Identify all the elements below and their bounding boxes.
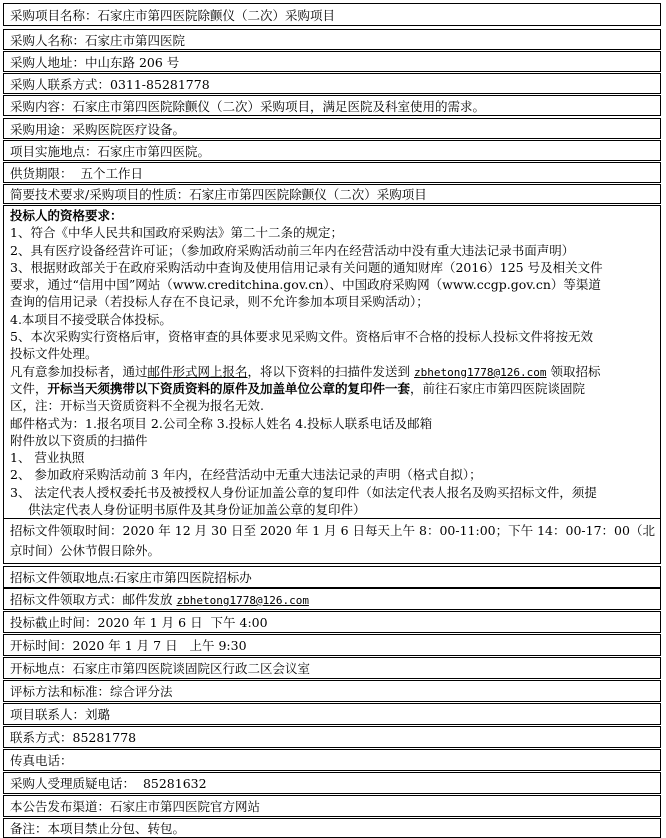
qual-item-5-cont: 投标文件处理。: [10, 346, 98, 362]
opening-time: 开标时间：2020 年 1 月 7 日 上午 9:30: [10, 638, 247, 653]
collection-period: 招标文件领取时间：2020 年 12 月 30 日至 2020 年 1 月 6 日每天上午 8：00-11:00；下午 14：00-17：00（北: [10, 523, 655, 538]
purchaser-name: 采购人名称：石家庄市第四医院: [10, 33, 186, 48]
contact-person: 项目联系人：刘璐: [10, 707, 111, 722]
registration-text-5: ，前往石家庄市第四医院谈固院: [410, 380, 586, 396]
collection-email-link[interactable]: zbhetong1778@126.com: [176, 594, 309, 607]
collection-method-label: 招标文件领取方式：邮件发放: [10, 592, 177, 607]
attachment-note: 附件放以下资质的扫描件: [10, 432, 148, 448]
registration-email-link[interactable]: zbhetong1778@126.com: [414, 365, 547, 379]
attachment-item-1: 1、 营业执照: [10, 450, 85, 466]
qual-item-2: 2、具有医疗设备经营许可证；（参加政府采购活动前三年内在经营活动中没有重大违法记录书面声明）: [10, 242, 575, 258]
registration-bold-note: 开标当天须携带以下资质资料的原件及加盖单位公章的复印件一套: [47, 380, 411, 396]
opening-time-row: [3, 634, 661, 656]
bid-deadline: 投标截止时间：2020 年 1 月 6 日 下午 4:00: [10, 615, 268, 630]
complaint-phone-row: [3, 772, 661, 794]
tech-requirements: 简要技术要求/采购项目的性质：石家庄市第四医院除颤仪（二次）采购项目: [10, 187, 427, 202]
fax: 传真电话：: [10, 753, 73, 768]
qualification-title: 投标人的资格要求：: [10, 208, 123, 223]
collection-place: 招标文件领取地点:石家庄市第四医院招标办: [10, 570, 252, 585]
remark: 备注：本项目禁止分包、转包。: [10, 821, 186, 836]
attachment-item-3: 3、 法定代表人授权委托书及被授权人身份证加盖公章的复印件（如法定代表人报名及购买招标文件，须提: [10, 484, 597, 500]
attachment-item-2: 2、 参加政府采购活动前 3 年内，在经营活动中无重大违法记录的声明（格式自拟）；: [10, 467, 482, 483]
announcement-table: [3, 3, 661, 836]
purchaser-name-row: [3, 29, 661, 50]
registration-text-2: ，将以下资料的扫描件发送到: [247, 363, 415, 379]
project-name: 采购项目名称：石家庄市第四医院除颤仪（二次）采购项目: [10, 8, 336, 23]
email-format: 邮件格式为：1.报名项目 2.公司全称 3.投标人姓名 4.投标人联系电话及邮箱: [10, 415, 433, 431]
collection-place-row: [3, 566, 661, 588]
evaluation-row: [3, 680, 661, 702]
project-location-row: [3, 140, 661, 161]
purchaser-address: 采购人地址：中山东路 206 号: [10, 55, 180, 70]
tech-requirements-row: [3, 184, 661, 204]
delivery-period-row: [3, 162, 661, 183]
purchaser-contact-row: [3, 73, 661, 94]
delivery-period: 供货期限： 五个工作日: [10, 166, 143, 181]
opening-place-row: [3, 657, 661, 679]
registration-method: 邮件形式网上报名: [147, 363, 248, 379]
purchaser-address-row: [3, 51, 661, 72]
contact-phone: 联系方式：85281778: [10, 730, 137, 745]
purchaser-contact: 采购人联系方式：0311-85281778: [10, 77, 210, 92]
contact-person-row: [3, 703, 661, 725]
qualification-section: [3, 205, 661, 519]
collection-period-row: [3, 518, 661, 564]
registration-text-4: 文件，: [10, 380, 48, 396]
purchase-content-row: [3, 95, 661, 116]
contact-phone-row: [3, 726, 661, 748]
publish-channel: 本公告发布渠道：石家庄市第四医院官方网站: [10, 799, 261, 814]
fax-row: [3, 749, 661, 771]
remark-row: [3, 818, 661, 838]
collection-method-row: [3, 588, 661, 610]
qual-item-3-cont2: 查询的信用记录（若投标人存在不良记录，则不允许参加本项目采购活动）；: [10, 294, 429, 310]
registration-line-2: [10, 380, 656, 397]
purchase-use: 采购用途：采购医院医疗设备。: [10, 122, 186, 137]
qual-item-3: 3、根据财政部关于在政府采购活动中查询及使用信用记录有关问题的通知财库（2016）125 号及相关文件: [10, 259, 603, 275]
qual-item-1: 1、符合《中华人民共和国政府采购法》第二十二条的规定；: [10, 225, 343, 241]
complaint-phone: 采购人受理质疑电话： 85281632: [10, 776, 207, 791]
opening-place: 开标地点：石家庄市第四医院谈固院区行政二区会议室: [10, 661, 311, 676]
registration-line: [10, 363, 656, 380]
attachment-item-3-cont: 供法定代表人身份证明书原件及其身份证加盖公章的复印件）: [28, 502, 366, 518]
purchase-content: 采购内容：石家庄市第四医院除颤仪（二次）采购项目，满足医院及科室使用的需求。: [10, 99, 486, 114]
registration-text: 凡有意参加投标者，通过: [10, 363, 148, 379]
purchase-use-row: [3, 118, 661, 139]
registration-note: 区，注：开标当天资质资料不全视为报名无效.: [10, 398, 264, 414]
bid-deadline-row: [3, 611, 661, 633]
publish-channel-row: [3, 795, 661, 817]
collection-period-cont: 京时间）公休节假日除外。: [10, 543, 161, 558]
project-location: 项目实施地点：石家庄市第四医院。: [10, 144, 211, 159]
registration-text-3: 领取招标: [546, 363, 601, 379]
qual-item-4: 4.本项目不接受联合体投标。: [10, 311, 172, 327]
project-name-row: [3, 3, 661, 26]
qual-item-3-cont: 要求，通过“信用中国”网站（www.creditchina.gov.cn）、中国政府采购网（www.ccgp.gov.cn）等渠道: [10, 277, 601, 293]
qual-item-5: 5、本次采购实行资格后审，资格审查的具体要求见采购文件。资格后审不合格的投标人投标文件将按无效: [10, 329, 593, 345]
evaluation-method: 评标方法和标准：综合评分法: [10, 684, 173, 699]
